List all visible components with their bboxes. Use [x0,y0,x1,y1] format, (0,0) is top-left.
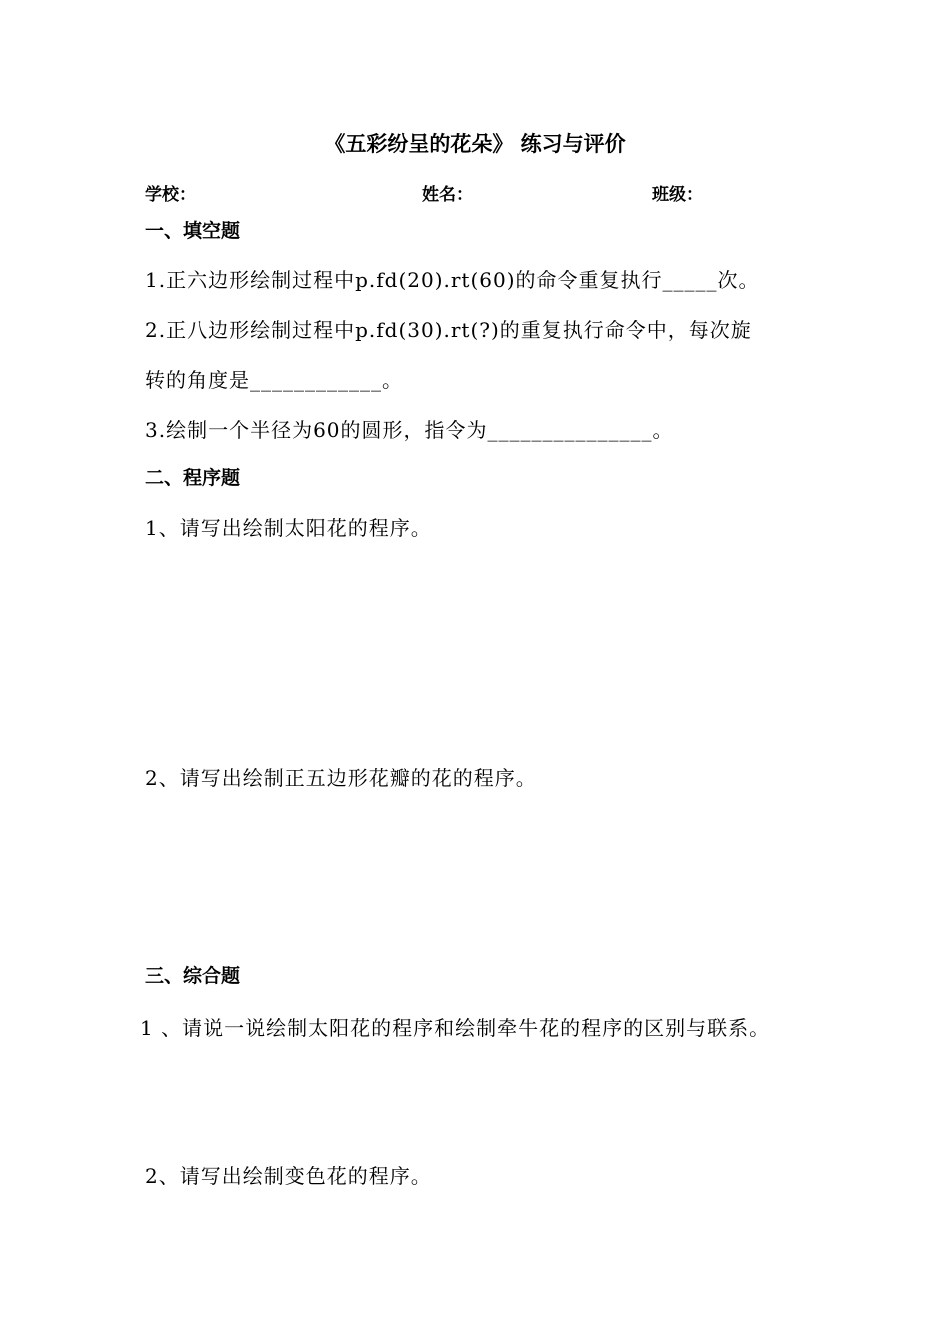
question-fill-2-line1: 2.正八边形绘制过程中p.fd(30).rt(?)的重复执行命令中，每次旋 [145,318,752,342]
name-label: 姓名： [422,185,473,205]
school-label: 学校： [145,185,196,205]
question-fill-2-line2: 转的角度是____________。 [145,368,403,392]
class-label: 班级： [652,185,703,205]
question-fill-1: 1.正六边形绘制过程中p.fd(20).rt(60)的命令重复执行_____次。 [145,268,760,292]
question-fill-3: 3.绘制一个半径为60的圆形，指令为_______________。 [145,418,674,442]
section-heading-comprehensive: 三、综合题 [145,965,241,987]
question-program-2: 2、请写出绘制正五边形花瓣的花的程序。 [145,766,537,790]
page-title: 《五彩纷呈的花朵》 练习与评价 [324,132,626,156]
question-comprehensive-1: 1 、请说一说绘制太阳花的程序和绘制牵牛花的程序的区别与联系。 [140,1016,771,1040]
question-comprehensive-2: 2、请写出绘制变色花的程序。 [145,1164,432,1188]
section-heading-fill-in: 一、填空题 [145,220,241,242]
question-program-1: 1、请写出绘制太阳花的程序。 [145,516,432,540]
section-heading-program: 二、程序题 [145,467,241,489]
